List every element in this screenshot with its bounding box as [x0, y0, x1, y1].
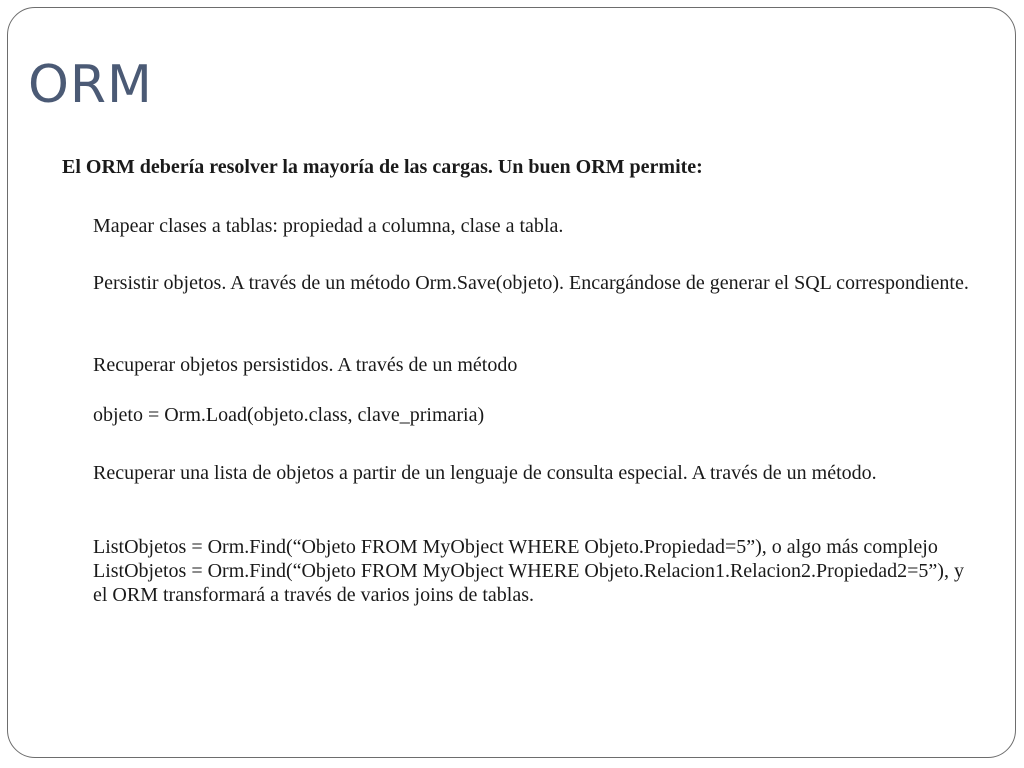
paragraph-mapear: Mapear clases a tablas: propiedad a columna, clase a tabla.: [93, 215, 564, 237]
intro-text: El ORM debería resolver la mayoría de las cargas. Un buen ORM permite:: [62, 156, 703, 178]
code-orm-find: ListObjetos = Orm.Find(“Objeto FROM MyObject WHERE Objeto.Propiedad=5”), o algo más complejo ListObjetos = Orm.Find(“Objeto FROM MyObject WHERE Objeto.Relacion1.Relacion2.Propiedad2=5”), y el ORM transformará a través de varios joins de tablas.: [93, 536, 964, 606]
slide-frame: [7, 7, 1016, 758]
slide-title: ORM: [28, 55, 153, 115]
paragraph-recuperar-lista: Recuperar una lista de objetos a partir de un lenguaje de consulta especial. A través de un método.: [93, 462, 877, 484]
paragraph-persistir: Persistir objetos. A través de un método Orm.Save(objeto). Encargándose de generar el SQL correspondiente.: [93, 272, 969, 294]
paragraph-recuperar-objetos: Recuperar objetos persistidos. A través de un método: [93, 354, 518, 376]
code-orm-load: objeto = Orm.Load(objeto.class, clave_primaria): [93, 404, 485, 426]
